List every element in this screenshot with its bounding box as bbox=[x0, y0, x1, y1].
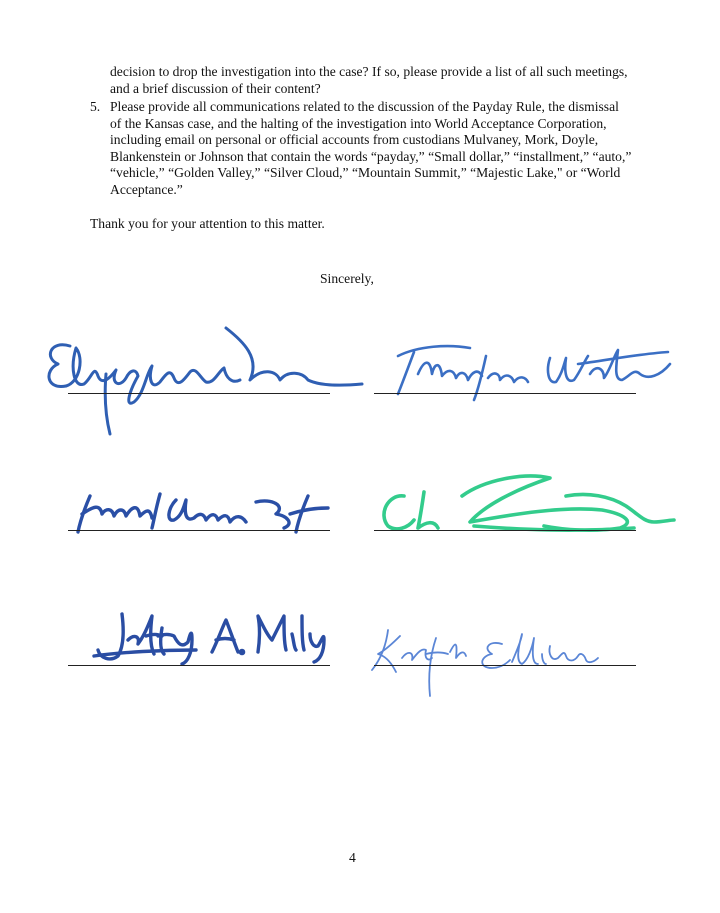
signature-scribble bbox=[92, 606, 332, 666]
signature-elizabeth-warren bbox=[40, 318, 370, 438]
signature-keith-ellison bbox=[366, 618, 606, 698]
thank-you-line: Thank you for your attention to this matter. bbox=[90, 216, 325, 231]
list-item-number: 5. bbox=[90, 99, 101, 114]
signature-scribble bbox=[374, 466, 674, 546]
signature-line bbox=[68, 665, 330, 666]
continued-paragraph: decision to drop the investigation into the case? If so, please provide a list of all such meetings, and a brief discussion of their content? bbox=[110, 64, 628, 96]
list-item-text: Please provide all communications related to the discussion of the Payday Rule, the dismissal of the Kansas case, and the halting of the investigation into World Acceptance Corporation, including email on personal or official accounts from custodians Mulvaney, Mork, Doyle, Blankenstein or Johnson that contain the words “payday,” “Small dollar,” “installment,” “auto,” “vehicle,” “Golden Valley,” “Silver Cloud,” “Mountain Summit,” “Majestic Lake," or “World Acceptance.” bbox=[110, 99, 632, 197]
signature-scribble bbox=[366, 618, 606, 698]
signature-line bbox=[68, 393, 330, 394]
signature-line bbox=[68, 530, 330, 531]
signature-scribble bbox=[40, 318, 370, 438]
signature-scribble bbox=[76, 486, 336, 536]
signature-line bbox=[374, 530, 636, 531]
signature-line bbox=[374, 393, 636, 394]
signature-richard-blumenthal bbox=[76, 486, 336, 536]
signature-line bbox=[374, 665, 636, 666]
signature-chris-van-hollen bbox=[374, 466, 674, 546]
closing-salutation: Sincerely, bbox=[320, 271, 374, 286]
page-number: 4 bbox=[349, 850, 356, 865]
signature-jeffrey-merkley bbox=[92, 606, 332, 666]
